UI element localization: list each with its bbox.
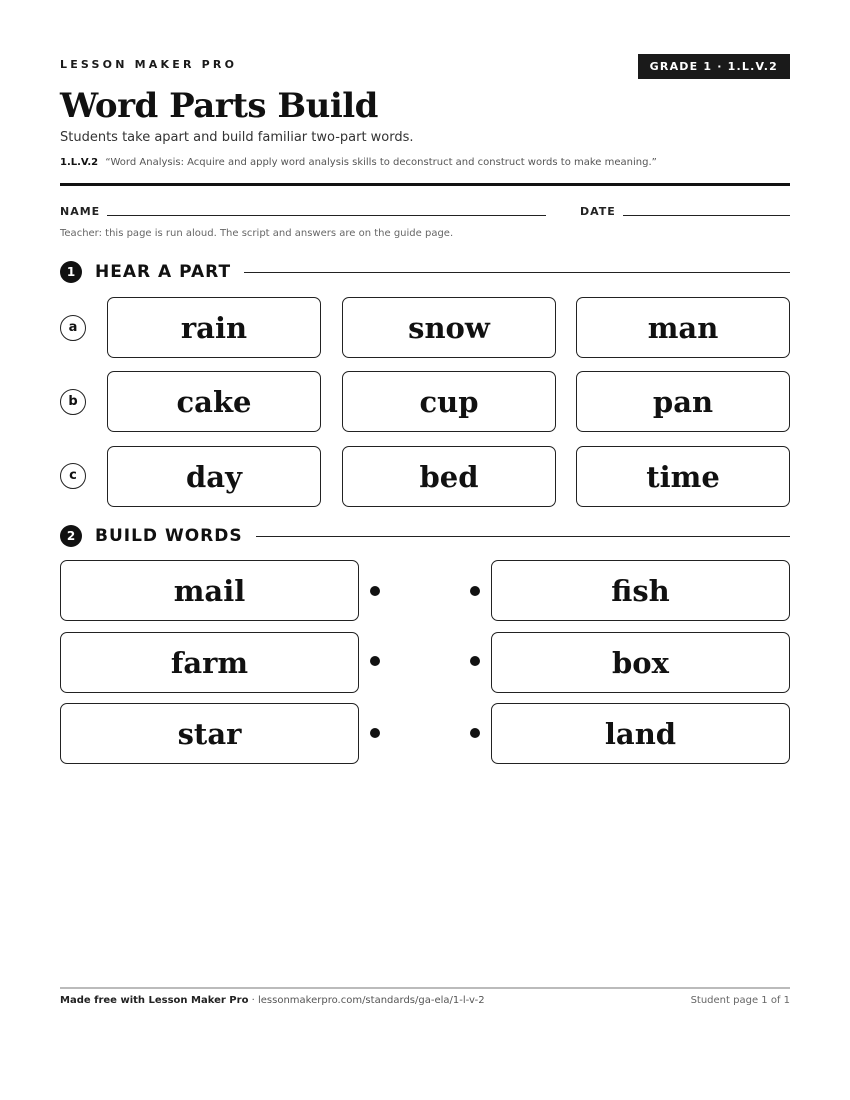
- name-label: NAME: [60, 205, 101, 218]
- left-word-card[interactable]: farm: [60, 632, 359, 693]
- right-word-card[interactable]: box: [491, 632, 790, 693]
- standard-text: “Word Analysis: Acquire and apply word analysis skills to deconstruct and construct words to make meaning.”: [105, 157, 657, 168]
- footer-made-with: Made free with Lesson Maker Pro: [60, 995, 249, 1006]
- brand-name: LESSON MAKER PRO: [60, 58, 238, 71]
- word-card[interactable]: time: [576, 446, 790, 507]
- match-dot-left[interactable]: [370, 728, 380, 738]
- word-card[interactable]: cake: [107, 371, 321, 432]
- date-field[interactable]: [623, 215, 790, 216]
- section-build-words: [60, 524, 790, 548]
- section-number: 2: [60, 525, 82, 547]
- section-hear-a-part: [60, 260, 790, 284]
- row-letter-a: a: [60, 315, 86, 341]
- teacher-note: Teacher: this page is run aloud. The script and answers are on the guide page.: [60, 228, 454, 239]
- row-letter-b: b: [60, 389, 86, 415]
- match-dot-right[interactable]: [470, 656, 480, 666]
- section-title: HEAR A PART: [95, 262, 232, 282]
- word-card[interactable]: day: [107, 446, 321, 507]
- left-word-card[interactable]: star: [60, 703, 359, 764]
- row-letter-c: c: [60, 463, 86, 489]
- word-card[interactable]: rain: [107, 297, 321, 358]
- right-word-card[interactable]: land: [491, 703, 790, 764]
- footer-page-number: Student page 1 of 1: [690, 995, 790, 1006]
- footer-credit: [60, 995, 485, 1006]
- footer-divider: [60, 987, 790, 989]
- section-rule: [244, 272, 790, 273]
- match-dot-right[interactable]: [470, 728, 480, 738]
- worksheet-page: [60, 0, 790, 1100]
- date-label: DATE: [580, 205, 616, 218]
- match-dot-left[interactable]: [370, 656, 380, 666]
- word-card[interactable]: cup: [342, 371, 556, 432]
- footer-url[interactable]: · lessonmakerpro.com/standards/ga-ela/1-l-v-2: [248, 995, 485, 1006]
- left-word-card[interactable]: mail: [60, 560, 359, 621]
- match-dot-left[interactable]: [370, 586, 380, 596]
- header-divider: [60, 183, 790, 186]
- word-card[interactable]: man: [576, 297, 790, 358]
- page-title: Word Parts Build: [60, 86, 378, 126]
- standard-code: 1.L.V.2: [60, 157, 99, 168]
- word-card[interactable]: snow: [342, 297, 556, 358]
- word-card[interactable]: pan: [576, 371, 790, 432]
- right-word-card[interactable]: fish: [491, 560, 790, 621]
- word-card[interactable]: bed: [342, 446, 556, 507]
- standard-line: [60, 157, 657, 168]
- grade-badge: GRADE 1 · 1.L.V.2: [638, 54, 790, 79]
- section-title: BUILD WORDS: [95, 526, 243, 546]
- page-subtitle: Students take apart and build familiar two-part words.: [60, 130, 414, 145]
- name-field[interactable]: [107, 215, 546, 216]
- match-dot-right[interactable]: [470, 586, 480, 596]
- section-rule: [256, 536, 790, 537]
- section-number: 1: [60, 261, 82, 283]
